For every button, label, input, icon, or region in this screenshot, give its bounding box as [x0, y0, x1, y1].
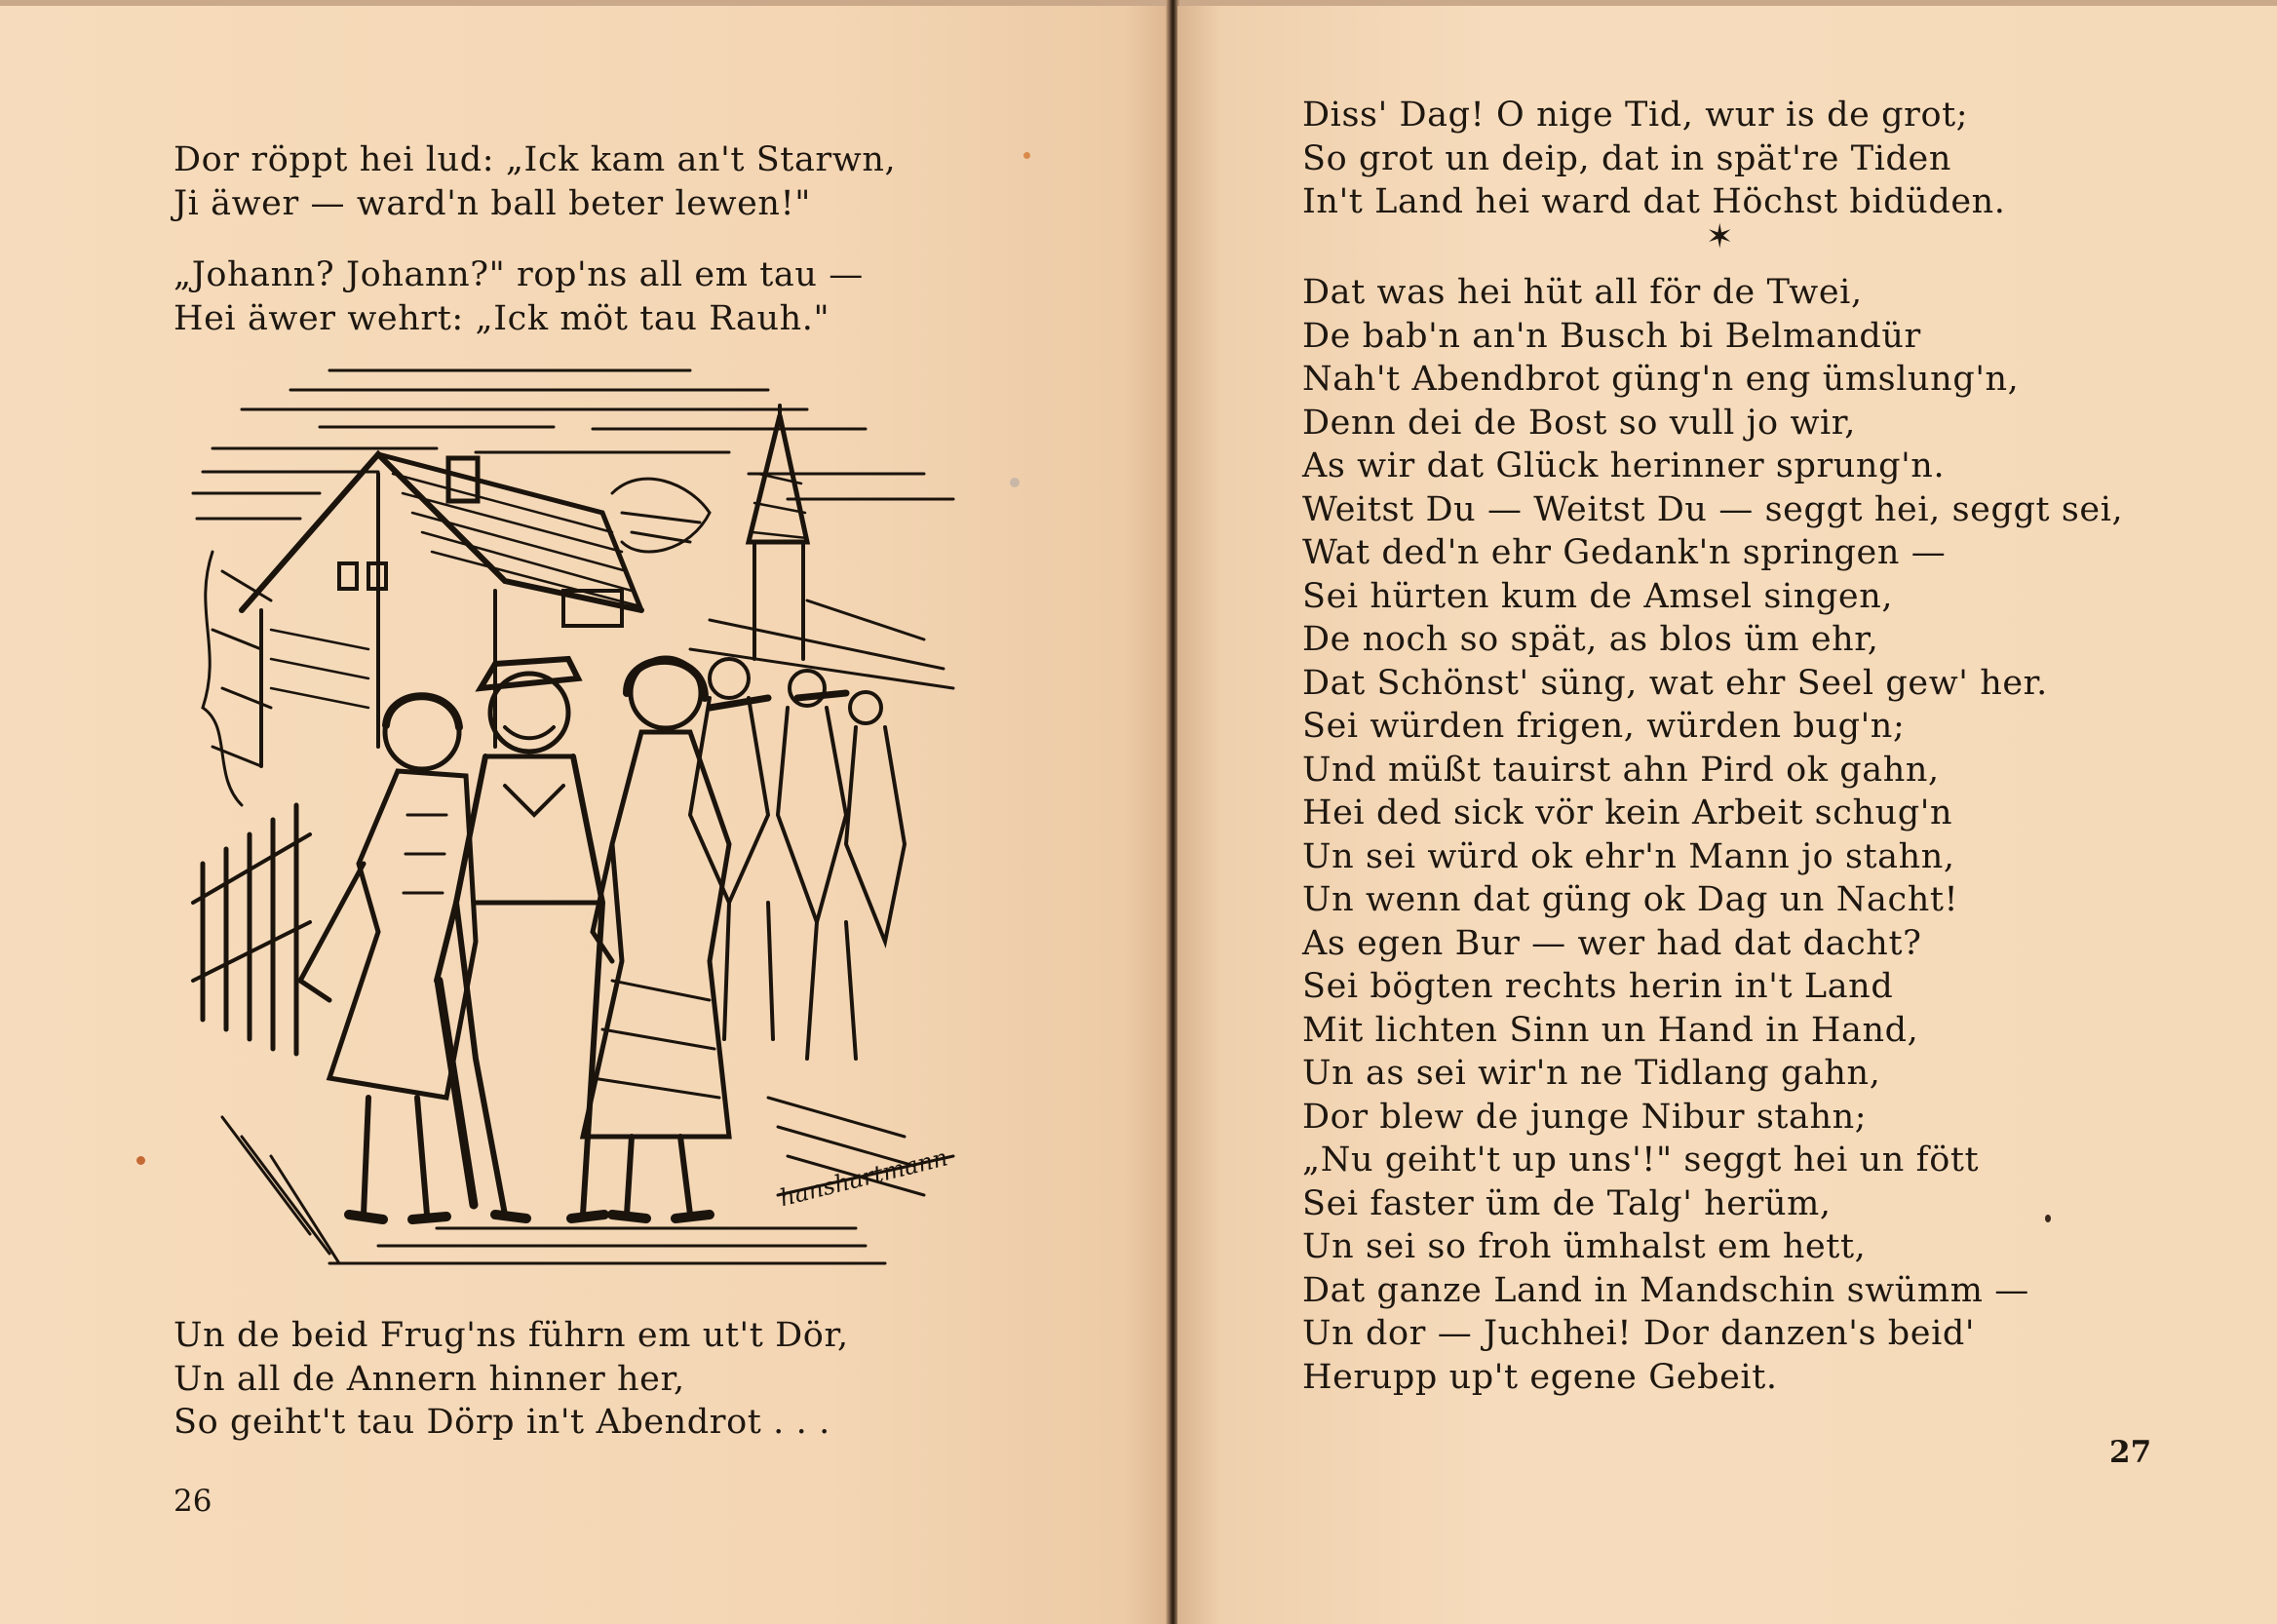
old-man-drawing [437, 659, 604, 1218]
verse-line: So geiht't tau Dörp in't Abendrot . . . [174, 1403, 830, 1442]
verse-line: Sei hürten kum de Amsel singen, [1302, 576, 1894, 616]
verse-line: Hei ded sick vör kein Arbeit schug'n [1302, 793, 1953, 832]
page-number-right: 27 [2109, 1435, 2152, 1470]
verse-line: Nah't Abendbrot güng'n eng ümslung'n, [1302, 360, 2020, 399]
verse-line: Dat Schönst' süng, wat ehr Seel gew' her. [1302, 663, 2048, 703]
paper-speck [1023, 152, 1030, 159]
verse-line: Un as sei wir'n ne Tidlang gahn, [1302, 1054, 1881, 1093]
verse-line: Un sei würd ok ehr'n Mann jo stahn, [1302, 836, 1955, 876]
verse-line: Sei faster üm de Talg' herüm, [1302, 1183, 1832, 1223]
illustrator-signature: hanshartmann [777, 1143, 951, 1213]
farmhouse-drawing [242, 454, 641, 766]
verse-line: Dat ganze Land in Mandschin swümm — [1302, 1270, 2029, 1310]
verse-line: Dat was hei hüt all för de Twei, [1302, 273, 1863, 312]
woman-right-drawing [583, 658, 729, 1218]
verse-line: Sei bögten rechts herin in't Land [1302, 967, 1894, 1006]
fence-drawing [193, 805, 310, 1054]
left-page [0, 6, 1172, 1624]
stanza-separator-star: ✶ [1706, 217, 1734, 256]
paper-speck [2045, 1215, 2051, 1222]
right-stanza-2 [1302, 271, 2123, 1399]
woman-left-drawing [300, 695, 476, 1219]
verse-line: In't Land hei ward dat Höchst bidüden. [1302, 182, 2006, 221]
sky-hatching [193, 370, 953, 519]
right-stanza-1 [1302, 94, 2006, 224]
verse-line: „Johann? Johann?" rop'ns all em tau — [174, 255, 864, 294]
page-number-left: 26 [174, 1484, 212, 1519]
verse-line: Un wenn dat güng ok Dag un Nacht! [1302, 880, 1959, 919]
left-stanza-2 [174, 253, 864, 340]
village-procession-illustration [183, 357, 983, 1293]
verse-line: Denn dei de Bost so vull jo wir, [1302, 403, 1857, 443]
verse-line: Dor röppt hei lud: „Ick kam an't Starwn, [174, 140, 897, 179]
verse-line: Un all de Annern hinner her, [174, 1359, 685, 1399]
verse-line: Hei äwer wehrt: „Ick möt tau Rauh." [174, 298, 830, 338]
verse-line: Diss' Dag! O nige Tid, wur is de grot; [1302, 96, 1969, 135]
verse-line: Mit lichten Sinn un Hand in Hand, [1302, 1010, 1919, 1050]
verse-line: Dor blew de junge Nibur stahn; [1302, 1097, 1868, 1137]
verse-line: Un dor — Juchhei! Dor danzen's beid' [1302, 1314, 1976, 1353]
verse-line: De noch so spät, as blos üm ehr, [1302, 620, 1879, 659]
verse-line: Un de beid Frug'ns führn em ut't Dör, [174, 1316, 849, 1355]
left-stanza-3 [174, 1314, 849, 1445]
verse-line: Sei würden frigen, würden bug'n; [1302, 707, 1906, 746]
verse-line: As wir dat Glück herinner sprung'n. [1302, 446, 1946, 485]
verse-line: Herupp up't egene Gebeit. [1302, 1357, 1778, 1397]
left-stanza-1 [174, 138, 896, 225]
paper-speck [136, 1156, 145, 1165]
verse-line: Wat ded'n ehr Gedank'n springen — [1302, 533, 1947, 572]
crowd-drawing [690, 659, 905, 1059]
paper-speck [1010, 478, 1020, 487]
verse-line: Ji äwer — ward'n ball beter lewen!" [174, 183, 811, 223]
verse-line: De bab'n an'n Busch bi Belmandür [1302, 316, 1921, 356]
verse-line: Un sei so froh ümhalst em hett, [1302, 1227, 1867, 1266]
church-tower-drawing [690, 406, 953, 688]
right-page [1177, 6, 2277, 1624]
verse-line: As egen Bur — wer had dat dacht? [1302, 923, 1922, 963]
verse-line: Und müßt tauirst ahn Pird ok gahn, [1302, 750, 1940, 790]
verse-line: Weitst Du — Weitst Du — seggt hei, seggt sei, [1302, 489, 2124, 529]
verse-line: So grot un deip, dat in spät're Tiden [1302, 138, 1951, 178]
verse-line: „Nu geiht't up uns'!" seggt hei un fött [1302, 1141, 1980, 1179]
